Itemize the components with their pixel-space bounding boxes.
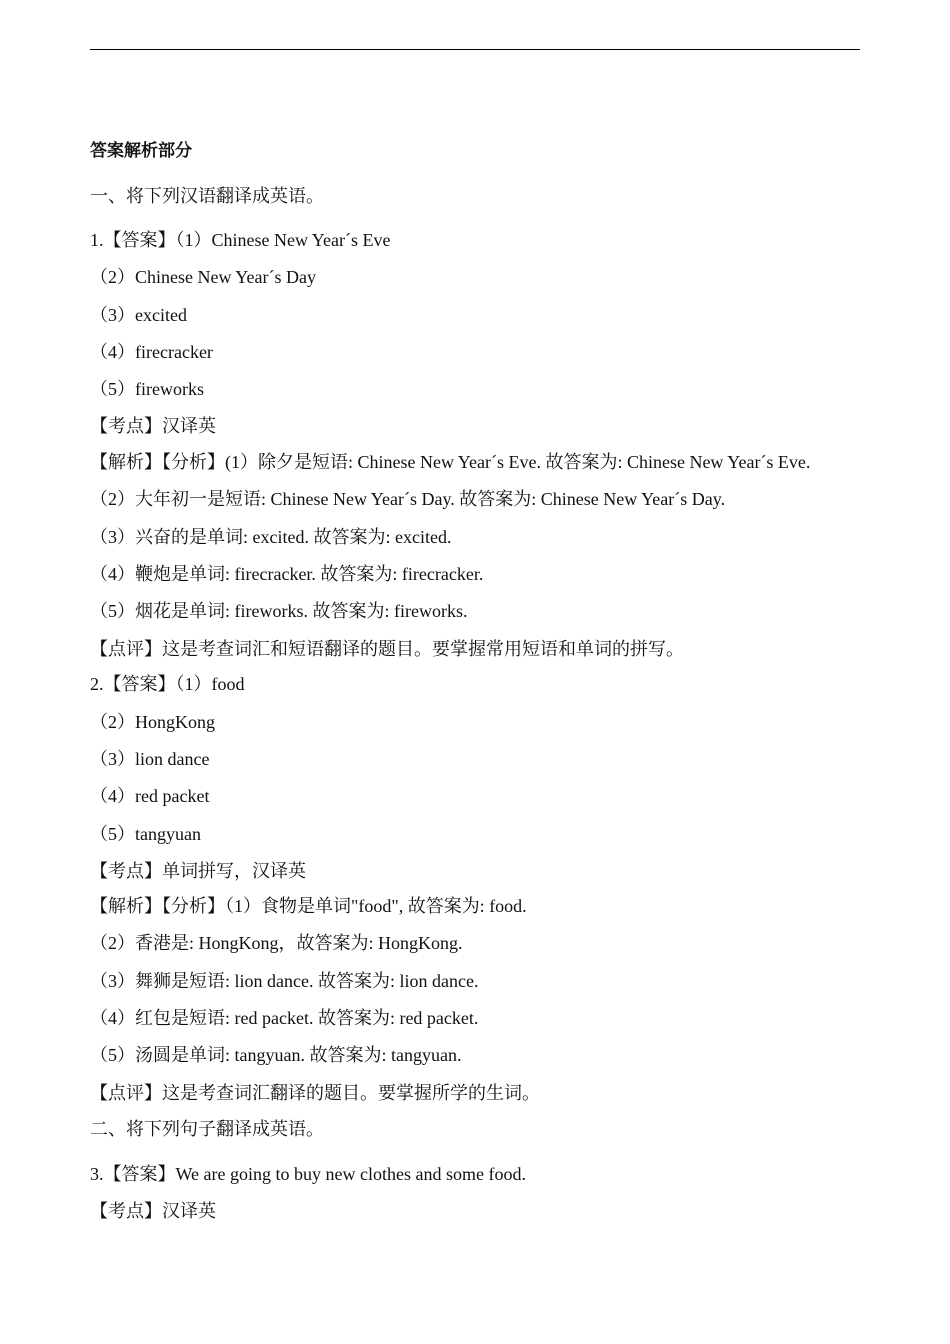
q1-answer-2: （2）Chinese New Year´s Day xyxy=(90,267,316,287)
q1-analysis-1: 【解析】【分析】(1）除夕是短语: Chinese New Year´s Eve. 故答案为: Chinese New Year´s Eve. xyxy=(90,452,811,472)
q1-kaodian: 【考点】汉译英 xyxy=(90,416,216,436)
q2-comment: 【点评】这是考查词汇翻译的题目。要掌握所学的生词。 xyxy=(90,1083,540,1103)
q1-analysis-4: （4）鞭炮是单词: firecracker. 故答案为: firecracker. xyxy=(90,564,484,584)
q2-answer-5: （5）tangyuan xyxy=(90,824,201,844)
header-divider xyxy=(90,49,860,50)
part1-heading: 一、将下列汉语翻译成英语。 xyxy=(90,186,324,206)
q2-analysis-5: （5）汤圆是单词: tangyuan. 故答案为: tangyuan. xyxy=(90,1045,462,1065)
q2-answer-2: （2）HongKong xyxy=(90,712,215,732)
q1-comment: 【点评】这是考查词汇和短语翻译的题目。要掌握常用短语和单词的拼写。 xyxy=(90,639,684,659)
q2-answer-4: （4）red packet xyxy=(90,786,210,806)
q1-answer-line: 1.【答案】（1）Chinese New Year´s Eve xyxy=(90,230,391,250)
q2-analysis-4: （4）红包是短语: red packet. 故答案为: red packet. xyxy=(90,1008,479,1028)
q2-answer-3: （3）lion dance xyxy=(90,749,210,769)
q1-analysis-5: （5）烟花是单词: fireworks. 故答案为: fireworks. xyxy=(90,601,468,621)
q3-answer-line: 3.【答案】We are going to buy new clothes and some food. xyxy=(90,1164,526,1184)
part2-heading: 二、将下列句子翻译成英语。 xyxy=(90,1119,324,1139)
q3-kaodian: 【考点】汉译英 xyxy=(90,1201,216,1221)
q2-analysis-3: （3）舞狮是短语: lion dance. 故答案为: lion dance. xyxy=(90,971,479,991)
section-title: 答案解析部分 xyxy=(90,141,192,161)
q1-answer-3: （3）excited xyxy=(90,305,187,325)
q1-analysis-3: （3）兴奋的是单词: excited. 故答案为: excited. xyxy=(90,527,452,547)
q2-answer-line: 2.【答案】（1）food xyxy=(90,674,245,694)
q2-analysis-2: （2）香港是: HongKong，故答案为: HongKong. xyxy=(90,933,463,953)
q2-kaodian: 【考点】单词拼写，汉译英 xyxy=(90,861,306,881)
q2-analysis-1: 【解析】【分析】（1）食物是单词"food", 故答案为: food. xyxy=(90,896,527,916)
q1-answer-5: （5）fireworks xyxy=(90,379,204,399)
q1-analysis-2: （2）大年初一是短语: Chinese New Year´s Day. 故答案为: Chinese New Year´s Day. xyxy=(90,489,726,509)
q1-answer-4: （4）firecracker xyxy=(90,342,213,362)
